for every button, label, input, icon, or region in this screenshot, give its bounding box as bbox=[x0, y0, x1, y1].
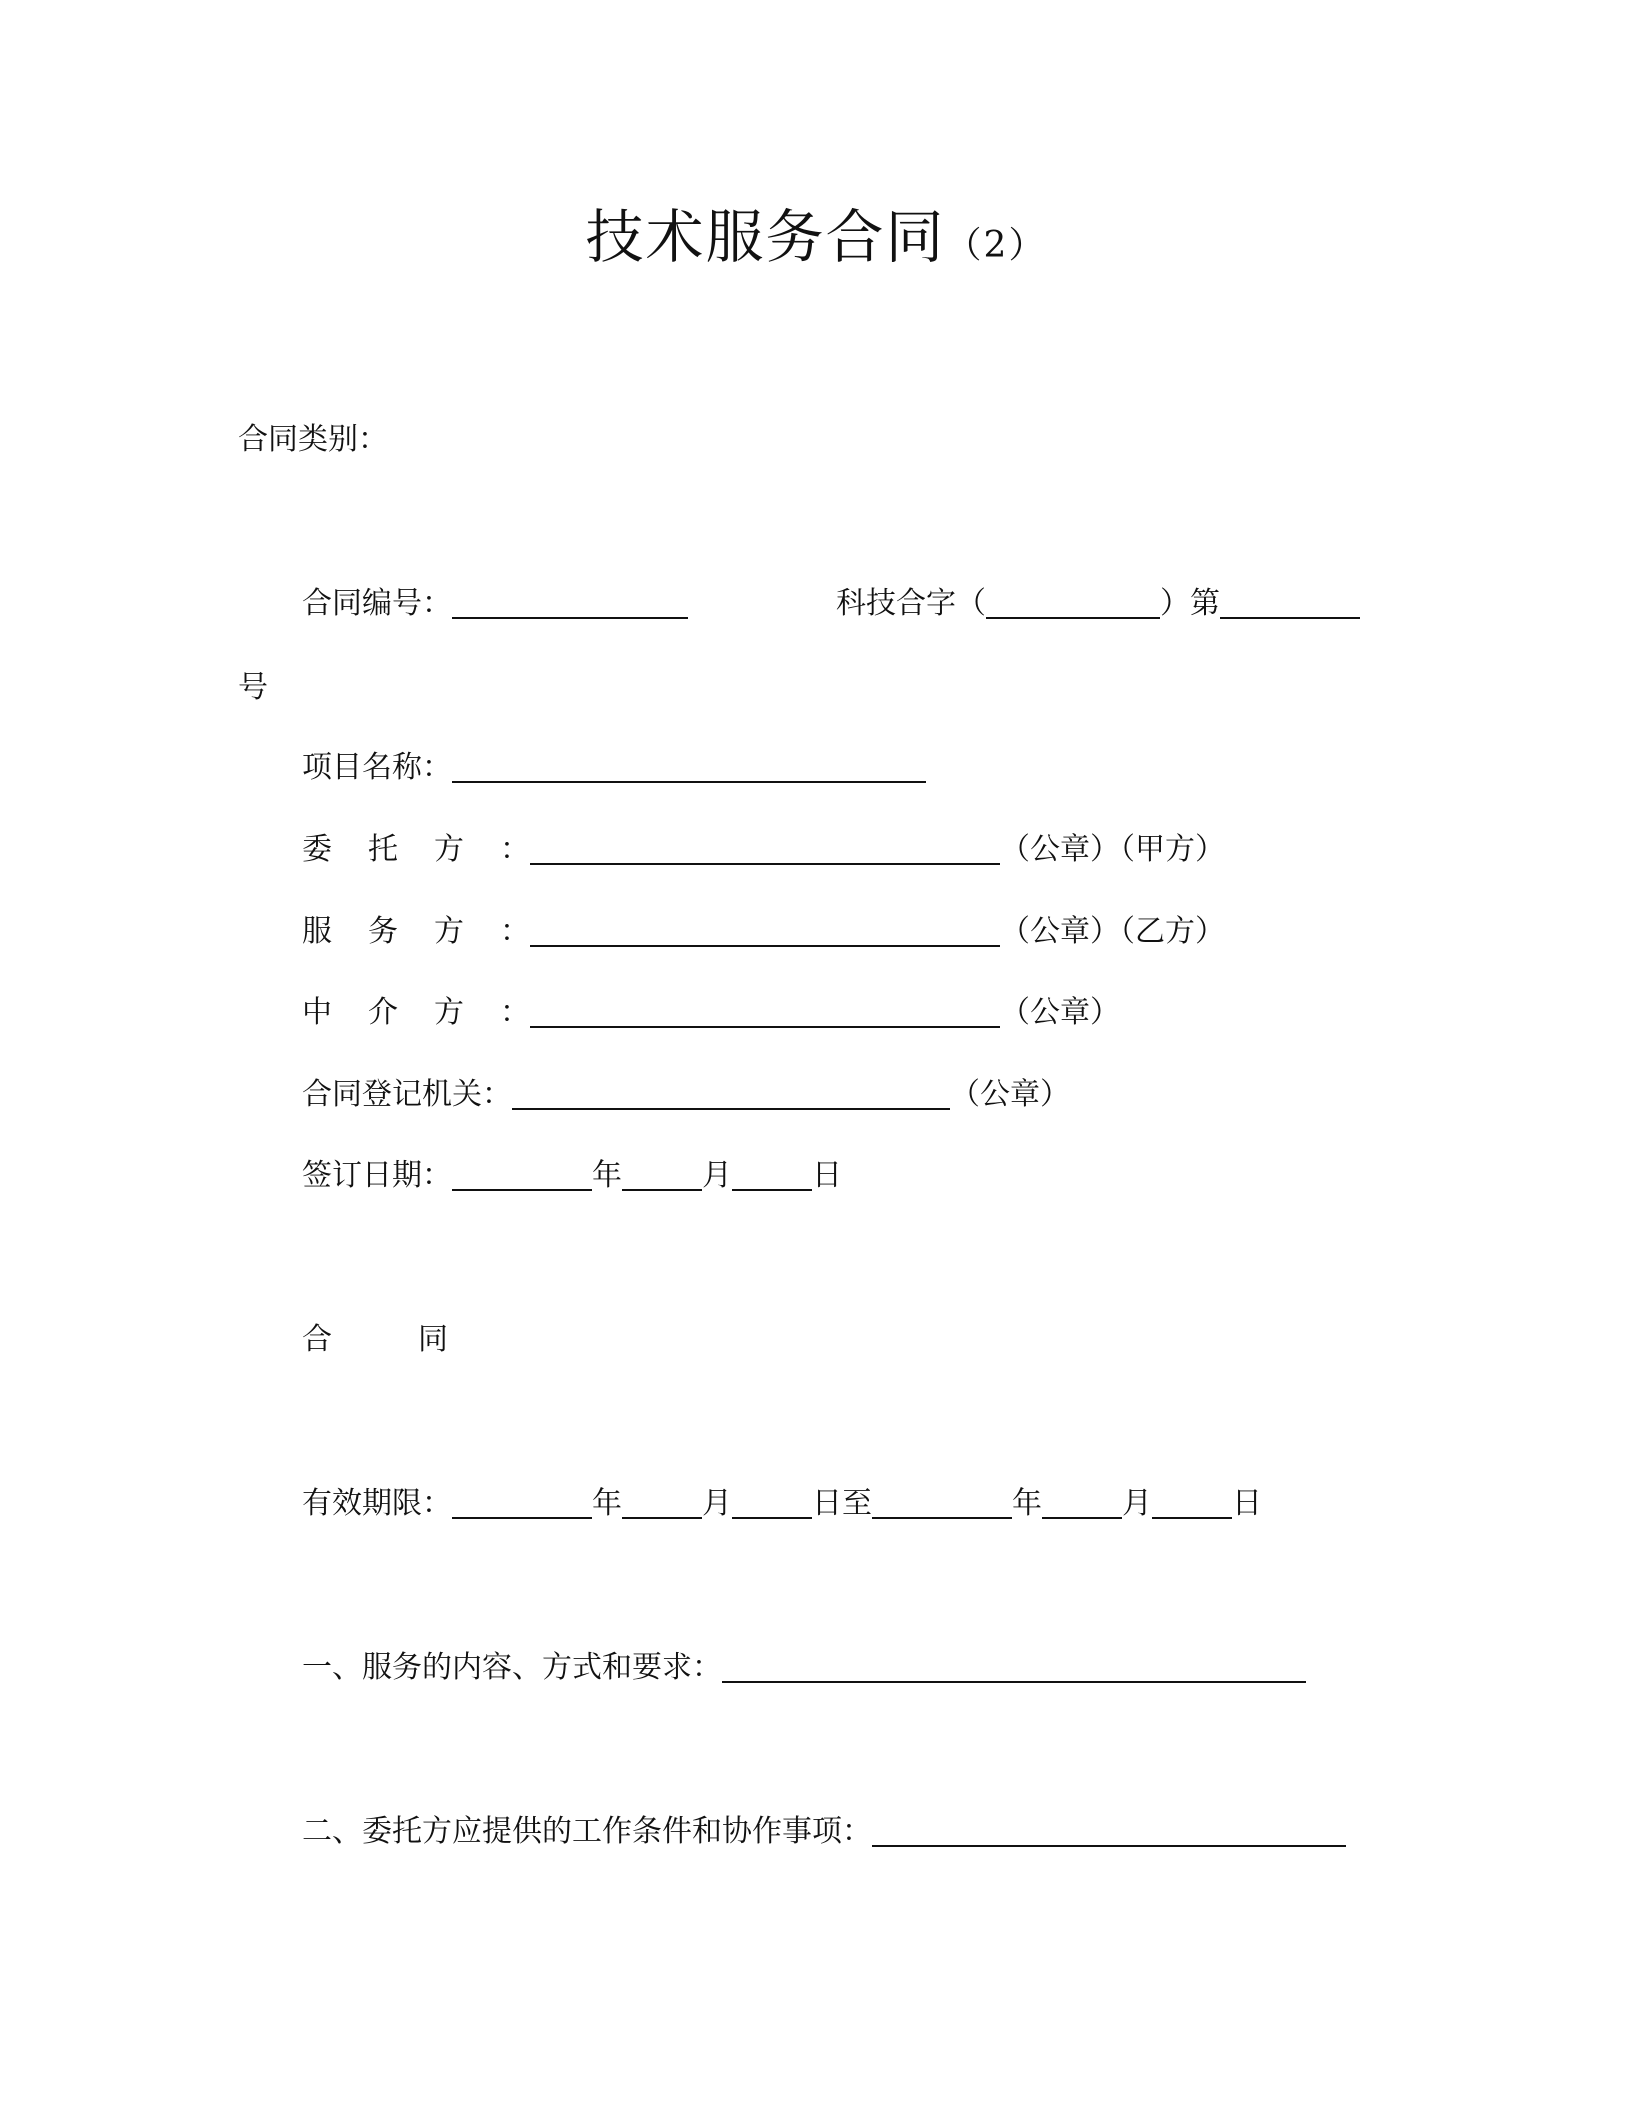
validity-start-year-blank[interactable] bbox=[452, 1485, 592, 1519]
tech-word-end bbox=[238, 668, 268, 708]
validity-label: 有效期限： bbox=[302, 1486, 452, 1521]
contract-number-label: 合同编号： bbox=[302, 586, 452, 621]
validity-start-month-word: 月 bbox=[702, 1486, 732, 1521]
clause-1-blank[interactable] bbox=[722, 1649, 1306, 1683]
server-suffix: （公章）（乙方） bbox=[1000, 914, 1225, 949]
client-suffix: （公章）（甲方） bbox=[1000, 832, 1225, 867]
tech-word-end-text: 号 bbox=[238, 670, 268, 705]
sign-year-word: 年 bbox=[592, 1158, 622, 1193]
title-suffix: （2） bbox=[945, 225, 1047, 266]
tech-contract-word-line bbox=[836, 584, 1360, 624]
server-blank[interactable] bbox=[530, 913, 1000, 947]
validity-end-day-blank[interactable] bbox=[1152, 1485, 1232, 1519]
client-label: 委托方： bbox=[302, 832, 566, 867]
registry-label: 合同登记机关： bbox=[302, 1077, 512, 1112]
validity-end-day-word: 日 bbox=[1232, 1486, 1262, 1521]
registry-blank[interactable] bbox=[512, 1076, 950, 1110]
document-title bbox=[0, 190, 1632, 274]
sign-day-word: 日 bbox=[812, 1158, 842, 1193]
project-name-blank[interactable] bbox=[452, 749, 926, 783]
tech-word-mid: ）第 bbox=[1160, 586, 1220, 621]
clause-1-line bbox=[302, 1648, 1306, 1688]
intermediary-blank[interactable] bbox=[530, 994, 1000, 1028]
project-name-label: 项目名称： bbox=[302, 750, 452, 785]
validity-start-day-blank[interactable] bbox=[732, 1485, 812, 1519]
validity-end-year-word: 年 bbox=[1012, 1486, 1042, 1521]
validity-start-month-blank[interactable] bbox=[622, 1485, 702, 1519]
intermediary-line bbox=[302, 993, 1120, 1033]
contract-number-blank[interactable] bbox=[452, 585, 688, 619]
clause-2-blank[interactable] bbox=[872, 1813, 1346, 1847]
registry-suffix: （公章） bbox=[950, 1077, 1070, 1112]
validity-end-year-blank[interactable] bbox=[872, 1485, 1012, 1519]
validity-start-year-word: 年 bbox=[592, 1486, 622, 1521]
contract-category-label: 合同类别： bbox=[238, 422, 388, 457]
client-line bbox=[302, 830, 1225, 870]
tech-word-blank[interactable] bbox=[986, 585, 1160, 619]
client-blank[interactable] bbox=[530, 831, 1000, 865]
contract-number-line bbox=[302, 584, 688, 624]
tech-word-label: 科技合字（ bbox=[836, 586, 986, 621]
sign-year-blank[interactable] bbox=[452, 1157, 592, 1191]
sign-date-label: 签订日期： bbox=[302, 1158, 452, 1193]
clause-2-label: 二、委托方应提供的工作条件和协作事项： bbox=[302, 1814, 872, 1849]
sign-month-word: 月 bbox=[702, 1158, 732, 1193]
project-name-line bbox=[302, 748, 926, 788]
validity-end-month-blank[interactable] bbox=[1042, 1485, 1122, 1519]
server-line bbox=[302, 912, 1225, 952]
clause-2-line bbox=[302, 1812, 1346, 1852]
intermediary-label: 中介方： bbox=[302, 995, 566, 1030]
clause-1-label: 一、服务的内容、方式和要求： bbox=[302, 1650, 722, 1685]
tech-number-blank[interactable] bbox=[1220, 585, 1360, 619]
registry-line bbox=[302, 1075, 1070, 1115]
contract-heading bbox=[302, 1320, 534, 1360]
intermediary-suffix: （公章） bbox=[1000, 995, 1120, 1030]
contract-category bbox=[238, 420, 388, 460]
sign-date-line bbox=[302, 1156, 842, 1196]
validity-end-month-word: 月 bbox=[1122, 1486, 1152, 1521]
validity-day-to-word: 日至 bbox=[812, 1486, 872, 1521]
sign-day-blank[interactable] bbox=[732, 1157, 812, 1191]
sign-month-blank[interactable] bbox=[622, 1157, 702, 1191]
title-text: 技术服务合同 bbox=[585, 203, 946, 271]
server-label: 服务方： bbox=[302, 914, 566, 949]
contract-heading-text: 合同 bbox=[302, 1322, 534, 1357]
validity-line bbox=[302, 1484, 1262, 1524]
